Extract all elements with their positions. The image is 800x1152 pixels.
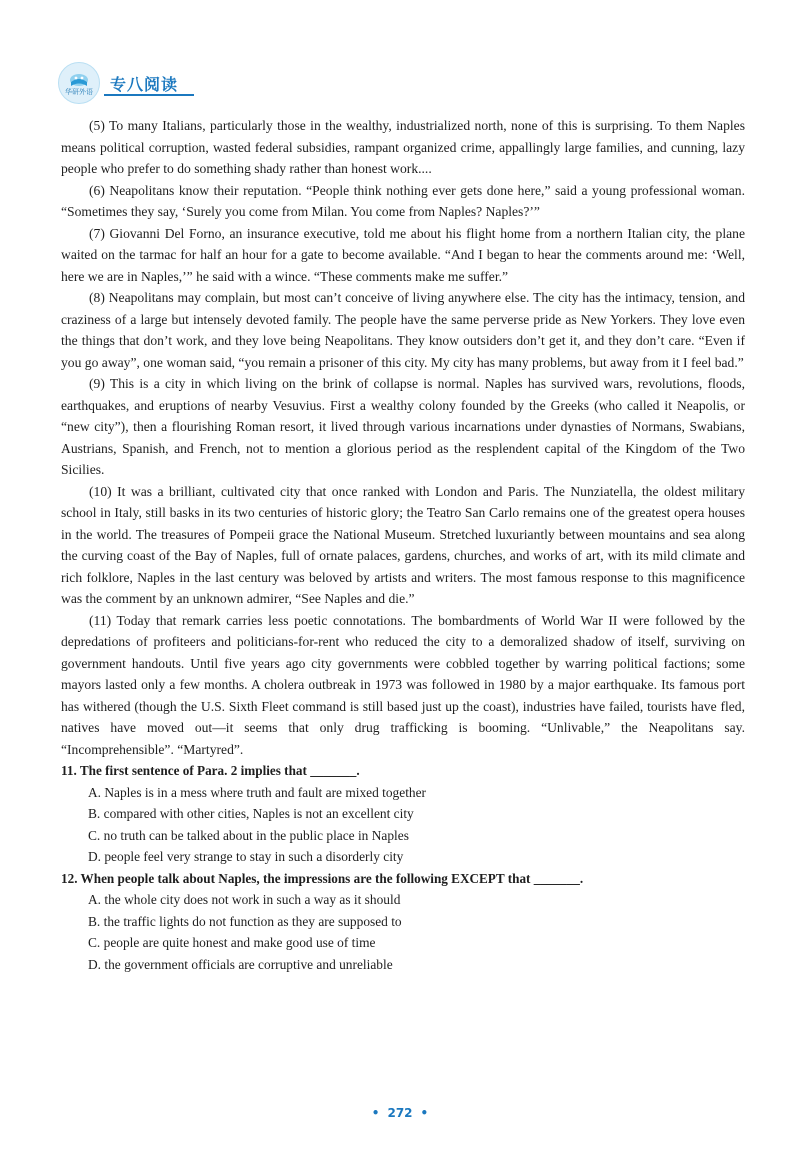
section-title: 专八阅读 — [110, 74, 179, 94]
question-11 — [61, 760, 745, 868]
paragraph-5: (5) To many Italians, particularly those in the wealthy, industrialized north, none of this is surprising. To them Naples means political corruption, wasted federal subsidies, rampant organized crime, appallingly large families, and cunning, lazy people who prefer to do something shady rather than honest work.... — [61, 118, 745, 176]
page-header — [58, 62, 178, 104]
question-stem: 12. When people talk about Naples, the impressions are the following EXCEPT that _______. — [61, 870, 584, 886]
question-stem: 11. The first sentence of Para. 2 implies that _______. — [61, 763, 360, 778]
paragraph-10: (10) It was a brilliant, cultivated city that once ranked with London and Paris. The Nunziatella, the oldest military school in Italy, still basks in its two centuries of historic glory; the Teatro San Carlo remains one of the greatest opera houses in the world. The treasures of Pompeii grace the National Museum. Stretched luxuriantly between mountains and sea along the curving coast of the Bay of Naples, full of ornate palaces, gardens, churches, and works of art, with its mild climate and rich folklore, Naples in the last century was beloved by artists and writers. The most famous response to this magnificence was the comment by an unknown admirer, “See Naples and die.” — [61, 483, 745, 606]
option-d: D. the government officials are corruptive and unreliable — [88, 956, 393, 972]
option-b: B. the traffic lights do not function as they are supposed to — [88, 913, 402, 929]
question-12 — [61, 868, 745, 976]
paragraph-11: (11) Today that remark carries less poetic connotations. The bombardments of World War II were followed by the depredations of profiteers and politicians-for-rent who reduced the city to a demoralized shadow of itself, surviving on government handouts. Until five years ago city governments were cobbled together by warring political factions; some mayors lasted only a few months. A cholera outbreak in 1973 was followed in 1980 by a major earthquake. Its famous port has withered (though the U.S. Sixth Fleet command is still based just up the coast), industries have failed, tourists have fled, natives have moved out—it seems that only drug trafficking is booming. “Unlivable,” the Neapolitans say. “Incomprehensible”. “Martyred”. — [61, 612, 745, 757]
page-footer — [0, 1106, 800, 1120]
header-title-wrap — [110, 72, 178, 95]
paragraph-6: (6) Neapolitans know their reputation. “People think nothing ever gets done here,” said a young professional woman. “Sometimes they say, ‘Surely you come from Milan. You come from Naples? Naples?’” — [61, 182, 745, 219]
footer-dot-right: • — [420, 1106, 429, 1120]
paragraph-7: (7) Giovanni Del Forno, an insurance executive, told me about his flight home from a northern Italian city, the plane waited on the tarmac for half an hour for a gate to become available. “And I began to hear the comments around me: ‘Well, here we are in Naples,’” he said with a wince. “These comments make me suffer.” — [61, 225, 745, 284]
footer-dot-left: • — [371, 1106, 380, 1120]
option-c: C. people are quite honest and make good use of time — [88, 935, 376, 950]
logo-text: 华研外语 — [65, 88, 93, 96]
option-a: A. the whole city does not work in such a way as it should — [88, 892, 401, 907]
header-underline — [104, 94, 194, 96]
reading-passage — [61, 115, 745, 975]
option-b: B. compared with other cities, Naples is not an excellent city — [88, 806, 414, 821]
paragraph-9: (9) This is a city in which living on the brink of collapse is normal. Naples has survived wars, revolutions, floods, earthquakes, and eruptions of nearby Vesuvius. First a wealthy colony founded by the Greeks (who called it Neapolis, or “new city”), then a flourishing Roman resort, it lived through various incarnations under dynasties of Normans, Swabians, Austrians, Spanish, and French, not to mention a glorious period as the resplendent capital of the Kingdom of the Two Sicilies. — [61, 376, 745, 477]
option-d: D. people feel very strange to stay in such a disorderly city — [88, 849, 404, 864]
publisher-logo — [58, 62, 100, 104]
page-number: 272 — [387, 1106, 413, 1120]
paragraph-8: (8) Neapolitans may complain, but most can’t conceive of living anywhere else. The city has the intimacy, tension, and craziness of a large but intensely devoted family. The people have the same perverse pride as New Yorkers. They love even the things that don’t work, and they love being Neapolitans. They know outsiders don’t get it, and they don’t care. “Even if you go away”, one woman said, “you remain a prisoner of this city. My city has many problems, but away from it I feel bad.” — [61, 290, 745, 370]
option-c: C. no truth can be talked about in the public place in Naples — [88, 827, 409, 843]
option-a: A. Naples is in a mess where truth and fault are mixed together — [88, 784, 427, 800]
